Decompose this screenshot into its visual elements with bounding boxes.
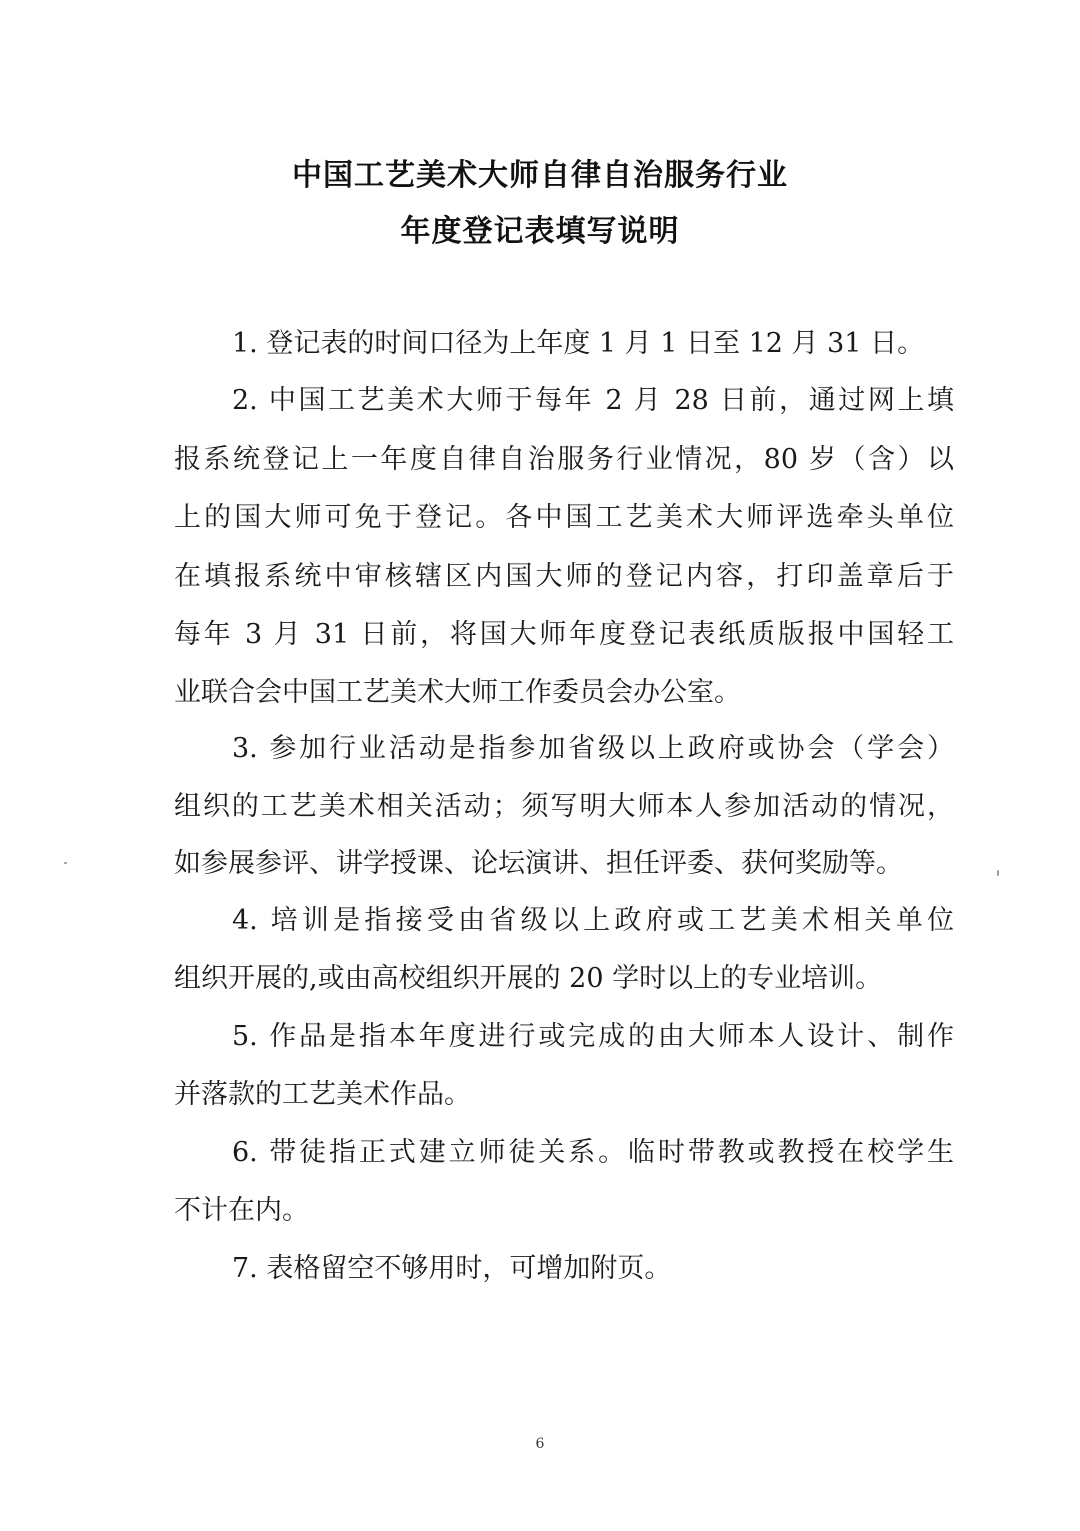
item-4-line-2: 组织开展的,或由高校组织开展的 20 学时以上的专业培训。 bbox=[174, 963, 883, 994]
item-3-line-2: 组织的工艺美术相关活动；须写明大师本人参加活动的情况， bbox=[174, 791, 954, 822]
item-2-line-2: 报系统登记上一年度自律自治服务行业情况，80 岁（含）以 bbox=[174, 444, 954, 475]
item-5-line-1: 5. 作品是指本年度进行或完成的由大师本人设计、制作 bbox=[232, 1021, 954, 1052]
item-3-line-1: 3. 参加行业活动是指参加省级以上政府或协会（学会） bbox=[232, 733, 954, 764]
scan-speck bbox=[997, 870, 999, 876]
item-4-line-1: 4. 培训是指接受由省级以上政府或工艺美术相关单位 bbox=[232, 905, 954, 936]
item-2-line-5: 每年 3 月 31 日前，将国大师年度登记表纸质版报中国轻工 bbox=[174, 619, 954, 650]
document-title-line-1: 中国工艺美术大师自律自治服务行业 bbox=[292, 158, 788, 193]
page-number: 6 bbox=[535, 1436, 545, 1452]
scan-speck bbox=[64, 862, 67, 864]
item-6-line-1: 6. 带徒指正式建立师徒关系。临时带教或教授在校学生 bbox=[232, 1137, 954, 1168]
item-1-line-1: 1. 登记表的时间口径为上年度 1 月 1 日至 12 月 31 日。 bbox=[232, 328, 925, 359]
item-7-line-1: 7. 表格留空不够用时，可增加附页。 bbox=[232, 1253, 672, 1284]
item-2-line-1: 2. 中国工艺美术大师于每年 2 月 28 日前，通过网上填 bbox=[232, 385, 954, 416]
document-title-line-2: 年度登记表填写说明 bbox=[400, 214, 680, 249]
item-5-line-2: 并落款的工艺美术作品。 bbox=[174, 1079, 471, 1110]
item-2-line-6: 业联合会中国工艺美术大师工作委员会办公室。 bbox=[174, 677, 741, 708]
item-6-line-2: 不计在内。 bbox=[174, 1195, 309, 1226]
item-2-line-4: 在填报系统中审核辖区内国大师的登记内容，打印盖章后于 bbox=[174, 561, 954, 592]
item-3-line-3: 如参展参评、讲学授课、论坛演讲、担任评委、获何奖励等。 bbox=[174, 848, 903, 879]
item-2-line-3: 上的国大师可免于登记。各中国工艺美术大师评选牵头单位 bbox=[174, 502, 954, 533]
